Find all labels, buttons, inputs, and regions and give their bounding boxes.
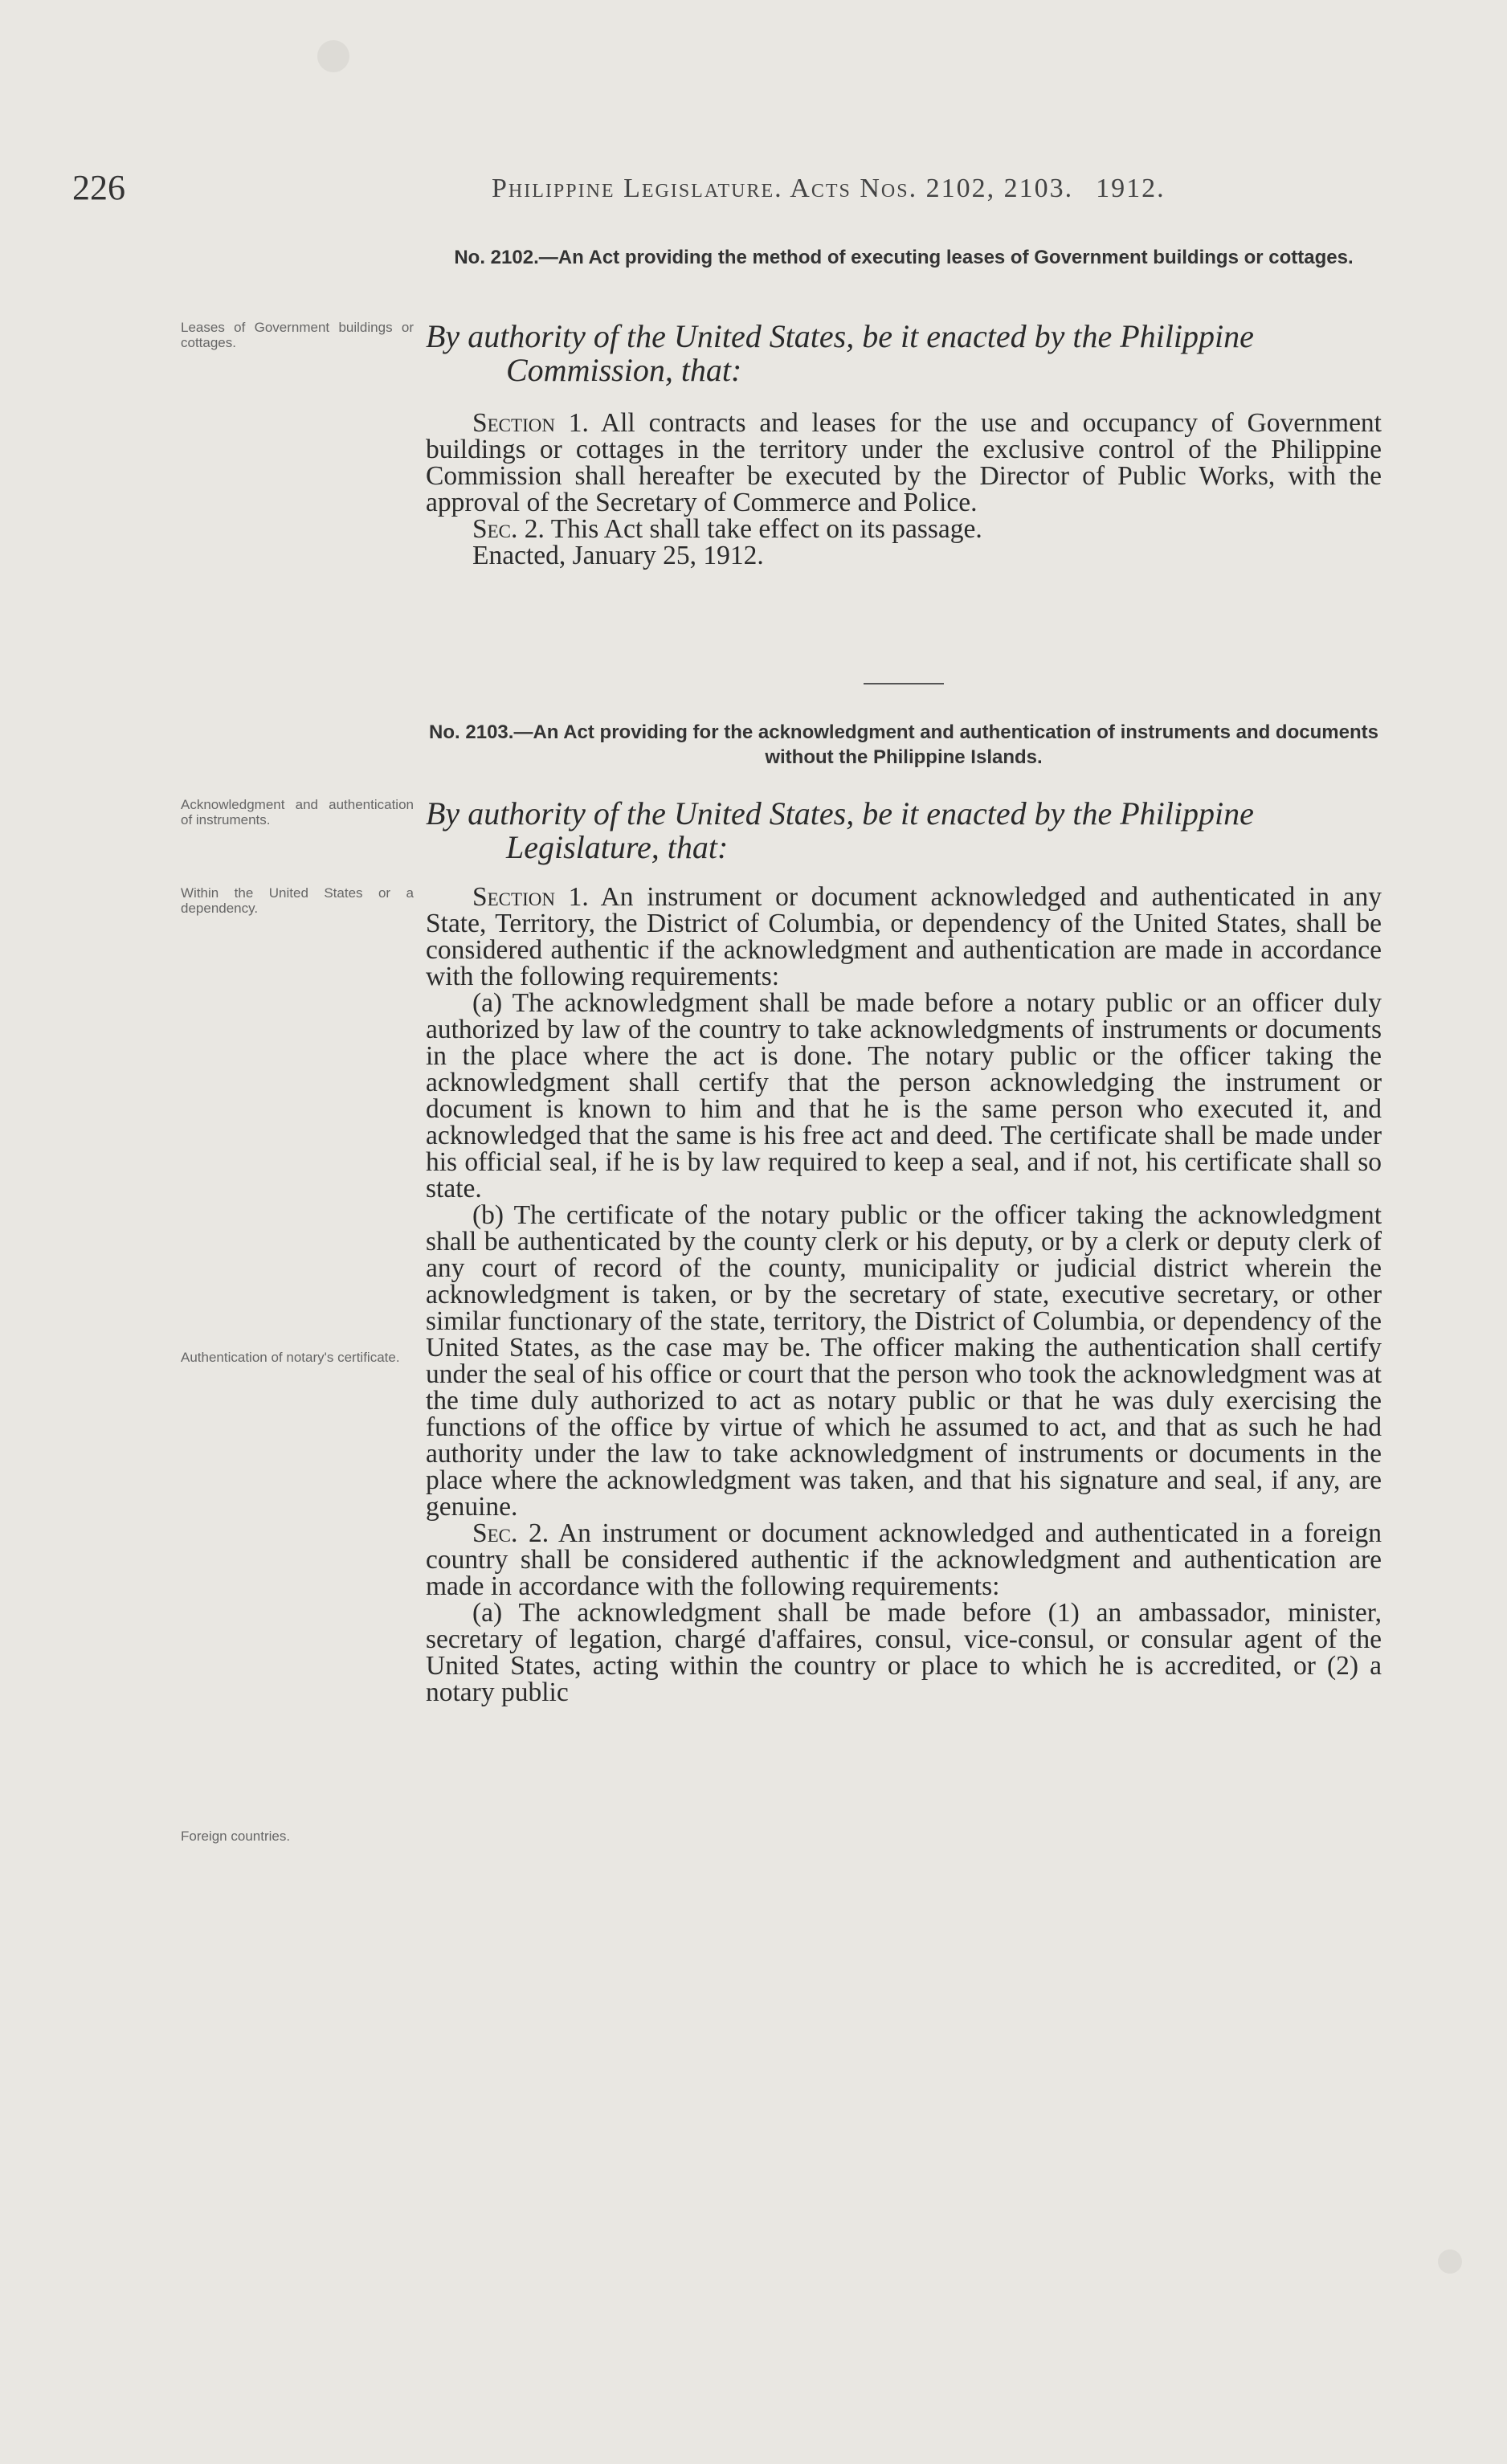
divider — [864, 683, 944, 684]
enacting-clause-line-2: Commission, that: — [506, 352, 742, 388]
section-text: An instrument or document acknowledged and authenticated in a foreign country shall be considered authentic if the acknowledgment and authentication are made in accordance with the following requirements: — [426, 1518, 1382, 1601]
section-label: Sec. 2. — [472, 514, 545, 544]
paragraph-a: (a) The acknowledgment shall be made before a notary public or an officer duly authorized by law of the country to take acknowledgments of instruments or documents in the place where the act is done. The notary public or the officer taking the acknowledgment shall certify that the person acknowledging the instrument or document is known to him and that he is the same person who executed it, and acknowledged that the same is his free act and deed. The certificate shall be made under his official seal, if he is by law required to keep a seal, and if not, his certificate shall so state. — [426, 988, 1382, 1203]
enacting-clause-line-1: By authority of the United States, be it enacted by the Philippine — [426, 795, 1254, 832]
section-text: An instrument or document acknowledged and authenticated in any State, Territory, the District of Columbia, or dependency of the United States, shall be considered authentic if the acknowledgment and authentication are made in accordance with the following requirements: — [426, 882, 1382, 991]
paragraph-b: (b) The certificate of the notary public or the officer taking the acknowledgment shall be authenticated by the county clerk or his deputy, or by a clerk or deputy clerk of any court of record of the county, municipality or judicial district wherein the acknowledgment is taken, or by the secretary of state, executive secretary, or other similar functionary of the state, territory, the District of Columbia, or dependency of the United States, as the case may be. The officer making the authentication shall certify under the seal of his office or court that the person who took the acknowledgment was at the time duly authorized to act as notary public or that he was duly exercising the functions of the office by virtue of which he assumed to act, and that as such he had authority under the law to take acknowledgment of instruments or documents in the place where the acknowledgment was taken, and that his signature and seal, if any, are genuine. — [426, 1200, 1382, 1522]
section-2 — [426, 516, 1382, 542]
section-1 — [426, 884, 1382, 990]
margin-note-foreign: Foreign countries. — [181, 1829, 291, 1844]
running-head-year: 1912. — [1096, 174, 1166, 203]
margin-note-leases: Leases of Government buildings or cottages. — [181, 320, 414, 350]
enacted-date: Enacted, January 25, 1912. — [472, 541, 764, 570]
act-2102-title — [426, 245, 1382, 270]
act-2103-title — [426, 720, 1382, 770]
section-label: Section 1. — [472, 408, 589, 438]
running-head-text: Philippine Legislature. Acts Nos. 2102, 2103. — [492, 174, 1074, 203]
paragraph-a-foreign: (a) The acknowledgment shall be made before (1) an ambassador, minister, secretary of legation, chargé d'affaires, consul, vice-consul, or consular agent of the United States, acting within the country or place to which he is accredited, or (2) a notary public — [426, 1598, 1382, 1707]
enacting-clause-line-2: Legislature, that: — [506, 829, 729, 865]
paper-spot — [317, 40, 349, 72]
running-head — [492, 174, 1166, 204]
act-number: No. 2102. — [454, 247, 539, 268]
section-2 — [426, 1520, 1382, 1600]
act-number: No. 2103. — [429, 721, 514, 743]
margin-note-within-us: Within the United States or a dependency. — [181, 885, 414, 916]
section-1 — [426, 410, 1382, 516]
enacting-clause — [426, 797, 1382, 864]
act-title-text: —An Act providing the method of executing leases of Government buildings or cottages. — [538, 247, 1354, 268]
enacting-clause — [426, 320, 1382, 387]
section-text: This Act shall take effect on its passage. — [550, 514, 982, 544]
act-title-text: —An Act providing for the acknowledgment and authentication of instruments and documents without the Philippine Islands. — [513, 721, 1378, 768]
page-header — [72, 167, 1390, 207]
margin-note-acknowledgment: Acknowledgment and authentication of instruments. — [181, 797, 414, 827]
section-rule — [426, 683, 1382, 684]
act-2102-body — [426, 410, 1382, 569]
section-text: All contracts and leases for the use and occupancy of Government buildings or cottages in the territory under the exclusive control of the Philippine Commission shall hereafter be executed by the Director of Public Works, with the approval of the Secretary of Commerce and Police. — [426, 408, 1382, 517]
act-2103-body — [426, 884, 1382, 1706]
margin-note-authentication: Authentication of notary's certificate. — [181, 1350, 400, 1365]
section-label: Section 1. — [472, 882, 589, 912]
enacting-clause-line-1: By authority of the United States, be it enacted by the Philippine — [426, 318, 1254, 354]
page-number: 226 — [72, 168, 125, 207]
section-label: Sec. 2. — [472, 1518, 549, 1548]
paper-spot — [1438, 2249, 1462, 2274]
